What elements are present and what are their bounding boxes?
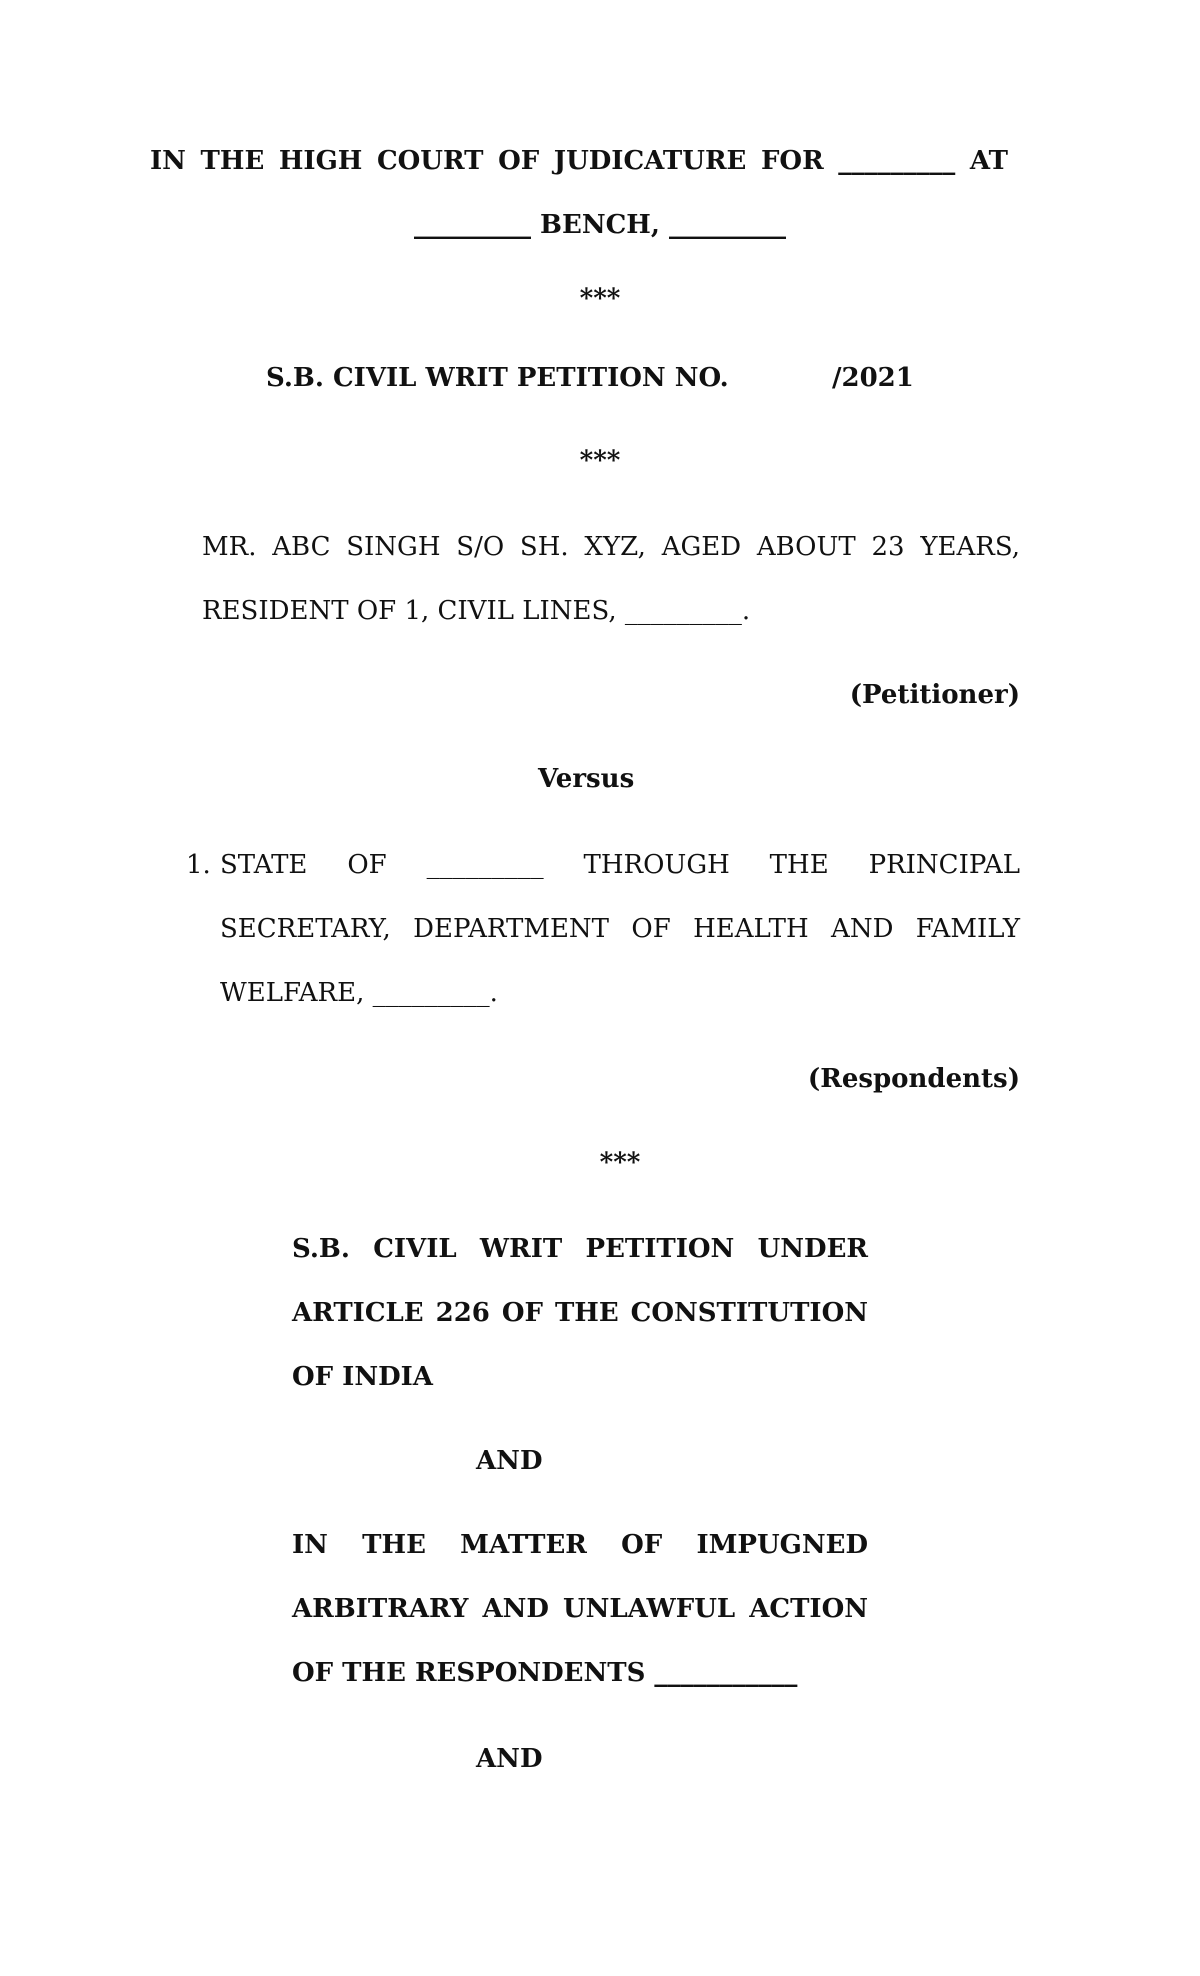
court-title-line-2: _________ BENCH, _________ (414, 210, 786, 240)
separator-stars-3: *** (599, 1148, 641, 1178)
petitioner-line-1: MR. ABC SINGH S/O SH. XYZ, AGED ABOUT 23 YEARS, (202, 532, 1020, 562)
respondent-line-2: SECRETARY, DEPARTMENT OF HEALTH AND FAMILY (220, 914, 1020, 944)
respondent-line-1: STATE OF _________ THROUGH THE PRINCIPAL (220, 850, 1020, 880)
subject-para2-line-3: OF THE RESPONDENTS ___________ (292, 1658, 798, 1688)
petition-number-label: S.B. CIVIL WRIT PETITION NO. (266, 363, 729, 393)
respondent-item-number: 1. (186, 850, 211, 880)
versus-label: Versus (538, 764, 635, 794)
subject-para1-line-1: S.B. CIVIL WRIT PETITION UNDER (292, 1234, 868, 1264)
court-title-line-1: IN THE HIGH COURT OF JUDICATURE FOR _________ AT (150, 146, 1008, 176)
respondent-line-3: WELFARE, _________. (220, 978, 498, 1008)
respondents-role: (Respondents) (807, 1064, 1020, 1094)
petition-number-year: /2021 (832, 363, 914, 393)
separator-stars-2: *** (579, 446, 621, 476)
subject-para1-line-2: ARTICLE 226 OF THE CONSTITUTION (292, 1298, 868, 1328)
subject-para1-line-3: OF INDIA (292, 1362, 433, 1392)
subject-para2-line-1: IN THE MATTER OF IMPUGNED (292, 1530, 868, 1560)
petitioner-role: (Petitioner) (849, 680, 1020, 710)
petitioner-line-2: RESIDENT OF 1, CIVIL LINES, _________. (202, 596, 751, 626)
subject-para2-line-2: ARBITRARY AND UNLAWFUL ACTION (292, 1594, 868, 1624)
and-separator-1: AND (476, 1446, 543, 1476)
separator-stars-1: *** (579, 284, 621, 314)
and-separator-2: AND (476, 1744, 543, 1774)
